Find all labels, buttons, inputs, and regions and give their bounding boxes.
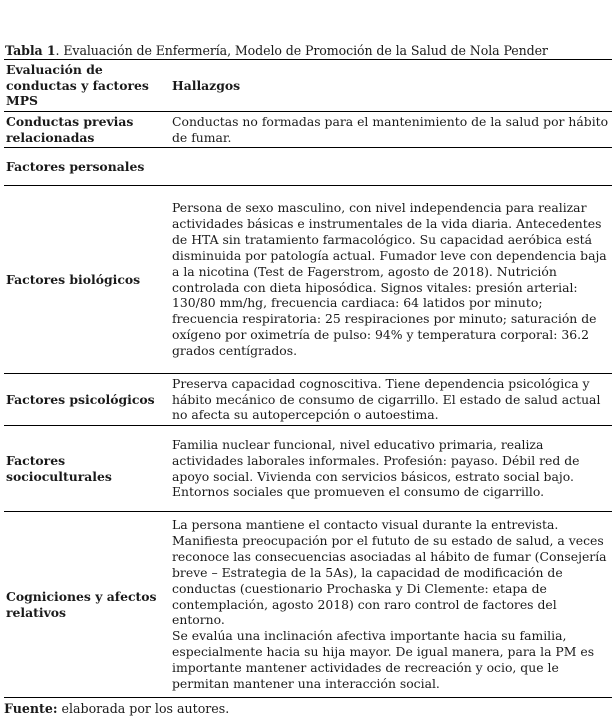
row-factor: Factores socioculturales [4, 426, 170, 512]
table-row [4, 426, 612, 512]
footer-label: Fuente: [4, 701, 58, 716]
row-findings [170, 148, 612, 186]
finding-paragraph: Conductas no formadas para el mantenimiento de la salud por hábito de fumar. [172, 113, 609, 145]
row-factor: Factores personales [4, 148, 170, 186]
finding-paragraph: Preserva capacidad cognoscitiva. Tiene dependencia psicológica y hábito mecánico de consumo de cigarrillo. El estado de salud actual no afecta su autopercepción o autoestima. [172, 375, 601, 423]
table-row [4, 186, 612, 374]
row-findings [170, 112, 612, 148]
footer-text: elaborada por los autores. [57, 701, 230, 716]
table-caption-label: Tabla 1 [5, 43, 56, 58]
table-row [4, 112, 612, 148]
finding-paragraph: Familia nuclear funcional, nivel educativo primaria, realiza actividades laborales informales. Profesión: payaso. Débil red de apoyo social. Vivienda con servicios básicos, estrato social bajo. Entornos sociales que promueven el consumo de cigarrillo. [172, 436, 580, 500]
header-col-findings: Hallazgos [170, 60, 612, 112]
row-findings [170, 426, 612, 512]
finding-paragraph: La persona mantiene el contacto visual durante la entrevista. Manifiesta preocupación por el fututo de su estado de salud, a veces reconoce las consecuencias asociadas al hábito de fumar (Consejería breve – Estrategia de la 5As), la capacidad de modificación de conductas (cuestionario Prochaska y Di Clemente: etapa de contemplación, agosto 2018) con raro control de factores del entorno. [172, 517, 607, 628]
row-factor: Factores psicológicos [4, 374, 170, 426]
row-findings [170, 374, 612, 426]
row-findings [170, 512, 612, 698]
nursing-assessment-table [4, 59, 612, 698]
table-caption-text: . Evaluación de Enfermería, Modelo de Promoción de la Salud de Nola Pender [55, 43, 548, 58]
table-caption [5, 43, 548, 58]
header-col-evaluation: Evaluación de conductas y factores MPS [4, 60, 170, 112]
table-header-row [4, 60, 612, 112]
table-row [4, 374, 612, 426]
row-findings [170, 186, 612, 374]
table-row [4, 148, 612, 186]
row-factor: Factores biológicos [4, 186, 170, 374]
finding-paragraph: Se evalúa una inclinación afectiva importante hacia su familia, especialmente hacia su hija mayor. De igual manera, para la PM es importante mantener actividades de recreación y ocio, que le permitan mantener una interacción social. [172, 628, 595, 692]
row-factor: Cogniciones y afectos relativos [4, 512, 170, 698]
table-source-note [4, 701, 229, 716]
finding-paragraph: Persona de sexo masculino, con nivel independencia para realizar actividades básicas e instrumentales de la vida diaria. Antecedentes de HTA sin tratamiento farmacológico. Su capacidad aeróbica está disminuida por patología actual. Fumador leve con dependencia baja a la nicotina (Test de Fagerstrom, agosto de 2018). Nutrición controlada con dieta hiposódica. Signos vitales: presión arterial: 130/80 mm/hg, frecuencia cardiaca: 64 latidos por minuto; frecuencia respiratoria: 25 respiraciones por minuto; saturación de oxígeno por oximetría de pulso: 94% y temperatura corporal: 36.2 grados centígrados. [172, 199, 607, 359]
row-factor: Conductas previas relacionadas [4, 112, 170, 148]
table-row [4, 512, 612, 698]
